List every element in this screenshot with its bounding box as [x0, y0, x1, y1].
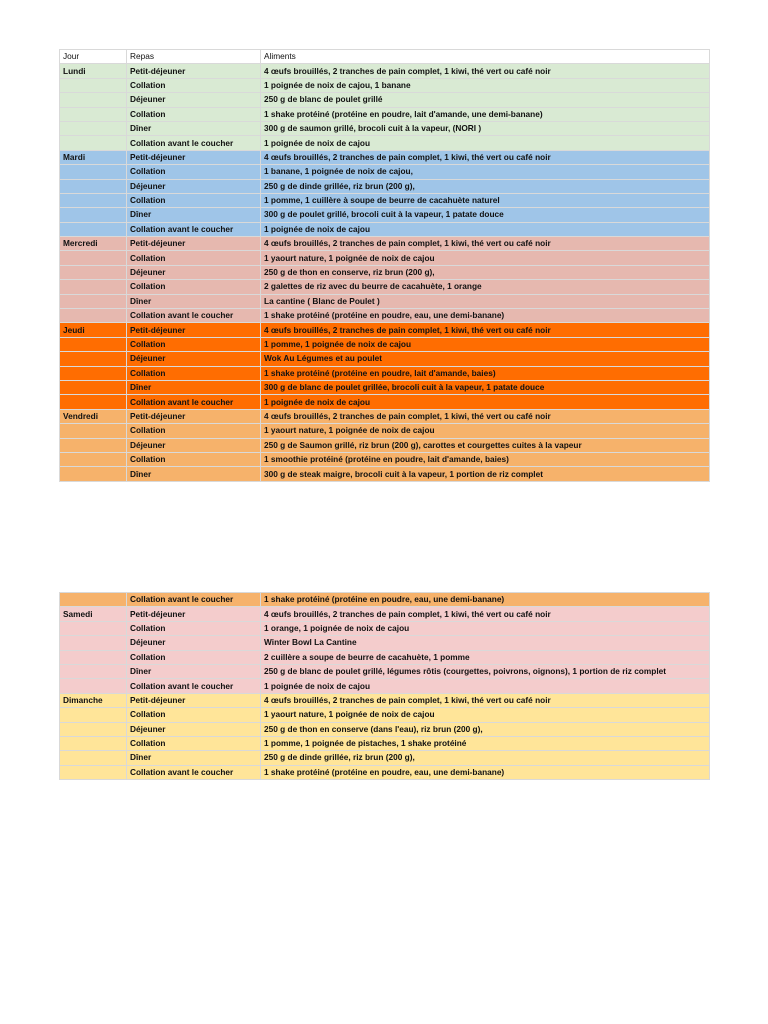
foods-cell: Winter Bowl La Cantine [261, 636, 710, 650]
day-cell [60, 395, 127, 409]
day-cell [60, 294, 127, 308]
foods-cell: 1 pomme, 1 cuillère à soupe de beurre de cacahuète naturel [261, 193, 710, 207]
foods-cell: 250 g de dinde grillée, riz brun (200 g), [261, 179, 710, 193]
meal-row [60, 438, 710, 452]
foods-cell: 4 œufs brouillés, 2 tranches de pain complet, 1 kiwi, thé vert ou café noir [261, 607, 710, 621]
meal-row [60, 395, 710, 409]
meal-type-cell: Déjeuner [127, 636, 261, 650]
meal-type-cell: Petit-déjeuner [127, 64, 261, 78]
day-cell [60, 751, 127, 765]
day-cell [60, 664, 127, 678]
day-cell [60, 251, 127, 265]
day-cell [60, 636, 127, 650]
day-cell [60, 722, 127, 736]
foods-cell: 1 poignée de noix de cajou [261, 679, 710, 693]
day-cell: Samedi [60, 607, 127, 621]
foods-cell: 1 yaourt nature, 1 poignée de noix de cajou [261, 251, 710, 265]
meal-row [60, 621, 710, 635]
day-cell [60, 309, 127, 323]
header-repas: Repas [127, 50, 261, 64]
foods-cell: 1 pomme, 1 poignée de pistaches, 1 shake protéiné [261, 736, 710, 750]
meal-type-cell: Collation [127, 165, 261, 179]
meal-type-cell: Déjeuner [127, 93, 261, 107]
day-cell [60, 593, 127, 607]
meal-row [60, 222, 710, 236]
meal-type-cell: Petit-déjeuner [127, 607, 261, 621]
meal-type-cell: Dîner [127, 121, 261, 135]
foods-cell: 4 œufs brouillés, 2 tranches de pain complet, 1 kiwi, thé vert ou café noir [261, 693, 710, 707]
meal-type-cell: Collation [127, 78, 261, 92]
meal-type-cell: Dîner [127, 208, 261, 222]
day-cell [60, 107, 127, 121]
day-cell: Jeudi [60, 323, 127, 337]
foods-cell: 1 poignée de noix de cajou [261, 395, 710, 409]
foods-cell: 250 g de thon en conserve, riz brun (200 g), [261, 265, 710, 279]
foods-cell: 1 pomme, 1 poignée de noix de cajou [261, 337, 710, 351]
meal-row [60, 452, 710, 466]
foods-cell: La cantine ( Blanc de Poulet ) [261, 294, 710, 308]
meal-type-cell: Collation [127, 107, 261, 121]
meal-row [60, 664, 710, 678]
meal-type-cell: Petit-déjeuner [127, 409, 261, 423]
day-cell: Lundi [60, 64, 127, 78]
meal-plan-body-2 [60, 593, 710, 780]
day-cell [60, 78, 127, 92]
day-cell [60, 438, 127, 452]
meal-row [60, 708, 710, 722]
meal-plan-body-1 [60, 50, 710, 482]
meal-type-cell: Petit-déjeuner [127, 150, 261, 164]
meal-type-cell: Collation [127, 251, 261, 265]
foods-cell: 1 yaourt nature, 1 poignée de noix de cajou [261, 424, 710, 438]
day-cell: Mercredi [60, 237, 127, 251]
foods-cell: 300 g de steak maigre, brocoli cuit à la vapeur, 1 portion de riz complet [261, 467, 710, 481]
foods-cell: 4 œufs brouillés, 2 tranches de pain complet, 1 kiwi, thé vert ou café noir [261, 150, 710, 164]
meal-row [60, 337, 710, 351]
day-cell [60, 650, 127, 664]
meal-row [60, 150, 710, 164]
day-cell [60, 136, 127, 150]
meal-row [60, 765, 710, 779]
meal-type-cell: Dîner [127, 294, 261, 308]
day-cell [60, 679, 127, 693]
meal-type-cell: Collation avant le coucher [127, 679, 261, 693]
meal-row [60, 309, 710, 323]
foods-cell: 1 shake protéiné (protéine en poudre, lait d'amande, baies) [261, 366, 710, 380]
meal-row [60, 280, 710, 294]
foods-cell: 1 poignée de noix de cajou [261, 222, 710, 236]
meal-type-cell: Collation avant le coucher [127, 222, 261, 236]
day-cell [60, 467, 127, 481]
day-cell [60, 380, 127, 394]
foods-cell: 250 g de blanc de poulet grillé [261, 93, 710, 107]
meal-type-cell: Dîner [127, 467, 261, 481]
foods-cell: 1 shake protéiné (protéine en poudre, eau, une demi-banane) [261, 593, 710, 607]
day-cell [60, 193, 127, 207]
day-cell [60, 424, 127, 438]
day-cell [60, 222, 127, 236]
meal-type-cell: Petit-déjeuner [127, 237, 261, 251]
foods-cell: 250 g de Saumon grillé, riz brun (200 g), carottes et courgettes cuites à la vapeur [261, 438, 710, 452]
day-cell [60, 621, 127, 635]
foods-cell: 1 yaourt nature, 1 poignée de noix de cajou [261, 708, 710, 722]
meal-row [60, 294, 710, 308]
meal-row [60, 736, 710, 750]
meal-type-cell: Collation avant le coucher [127, 765, 261, 779]
meal-row [60, 237, 710, 251]
foods-cell: 2 galettes de riz avec du beurre de cacahuète, 1 orange [261, 280, 710, 294]
day-cell [60, 337, 127, 351]
meal-row [60, 165, 710, 179]
meal-row [60, 193, 710, 207]
meal-type-cell: Déjeuner [127, 352, 261, 366]
meal-type-cell: Collation [127, 708, 261, 722]
meal-plan-table-2 [59, 592, 710, 780]
header-row [60, 50, 710, 64]
meal-type-cell: Dîner [127, 664, 261, 678]
day-cell [60, 765, 127, 779]
meal-type-cell: Collation avant le coucher [127, 395, 261, 409]
foods-cell: Wok Au Légumes et au poulet [261, 352, 710, 366]
meal-row [60, 693, 710, 707]
day-cell [60, 352, 127, 366]
meal-row [60, 751, 710, 765]
day-cell [60, 93, 127, 107]
meal-type-cell: Dîner [127, 751, 261, 765]
meal-type-cell: Déjeuner [127, 265, 261, 279]
meal-row [60, 78, 710, 92]
meal-type-cell: Collation [127, 366, 261, 380]
foods-cell: 2 cuillère a soupe de beurre de cacahuète, 1 pomme [261, 650, 710, 664]
foods-cell: 1 poignée de noix de cajou [261, 136, 710, 150]
meal-row [60, 352, 710, 366]
meal-type-cell: Collation avant le coucher [127, 136, 261, 150]
meal-row [60, 121, 710, 135]
day-cell [60, 736, 127, 750]
foods-cell: 250 g de thon en conserve (dans l'eau), riz brun (200 g), [261, 722, 710, 736]
day-cell [60, 366, 127, 380]
meal-row [60, 265, 710, 279]
day-cell [60, 179, 127, 193]
meal-type-cell: Collation avant le coucher [127, 309, 261, 323]
meal-row [60, 593, 710, 607]
foods-cell: 1 poignée de noix de cajou, 1 banane [261, 78, 710, 92]
foods-cell: 250 g de blanc de poulet grillé, légumes rôtis (courgettes, poivrons, oignons), 1 portion de riz complet [261, 664, 710, 678]
foods-cell: 4 œufs brouillés, 2 tranches de pain complet, 1 kiwi, thé vert ou café noir [261, 323, 710, 337]
day-cell [60, 165, 127, 179]
meal-row [60, 409, 710, 423]
meal-row [60, 380, 710, 394]
meal-row [60, 650, 710, 664]
meal-type-cell: Collation [127, 650, 261, 664]
meal-row [60, 179, 710, 193]
meal-type-cell: Dîner [127, 380, 261, 394]
meal-row [60, 722, 710, 736]
meal-row [60, 607, 710, 621]
meal-type-cell: Collation [127, 452, 261, 466]
meal-row [60, 93, 710, 107]
meal-type-cell: Collation [127, 280, 261, 294]
foods-cell: 1 shake protéiné (protéine en poudre, lait d'amande, une demi-banane) [261, 107, 710, 121]
day-cell [60, 280, 127, 294]
meal-type-cell: Déjeuner [127, 438, 261, 452]
meal-row [60, 679, 710, 693]
foods-cell: 300 g de blanc de poulet grillée, brocoli cuit à la vapeur, 1 patate douce [261, 380, 710, 394]
foods-cell: 4 œufs brouillés, 2 tranches de pain complet, 1 kiwi, thé vert ou café noir [261, 237, 710, 251]
foods-cell: 300 g de saumon grillé, brocoli cuit à la vapeur, (NORI ) [261, 121, 710, 135]
header-aliments: Aliments [261, 50, 710, 64]
meal-row [60, 107, 710, 121]
meal-type-cell: Déjeuner [127, 179, 261, 193]
meal-type-cell: Collation [127, 736, 261, 750]
foods-cell: 250 g de dinde grillée, riz brun (200 g), [261, 751, 710, 765]
day-cell: Dimanche [60, 693, 127, 707]
foods-cell: 4 œufs brouillés, 2 tranches de pain complet, 1 kiwi, thé vert ou café noir [261, 64, 710, 78]
foods-cell: 1 shake protéiné (protéine en poudre, eau, une demi-banane) [261, 309, 710, 323]
meal-type-cell: Petit-déjeuner [127, 323, 261, 337]
meal-row [60, 136, 710, 150]
foods-cell: 1 smoothie protéiné (protéine en poudre, lait d'amande, baies) [261, 452, 710, 466]
day-cell [60, 265, 127, 279]
meal-row [60, 208, 710, 222]
foods-cell: 1 banane, 1 poignée de noix de cajou, [261, 165, 710, 179]
meal-type-cell: Collation [127, 337, 261, 351]
meal-row [60, 323, 710, 337]
day-cell: Vendredi [60, 409, 127, 423]
foods-cell: 1 orange, 1 poignée de noix de cajou [261, 621, 710, 635]
foods-cell: 4 œufs brouillés, 2 tranches de pain complet, 1 kiwi, thé vert ou café noir [261, 409, 710, 423]
meal-row [60, 467, 710, 481]
foods-cell: 1 shake protéiné (protéine en poudre, eau, une demi-banane) [261, 765, 710, 779]
meal-type-cell: Collation [127, 193, 261, 207]
day-cell [60, 452, 127, 466]
meal-type-cell: Déjeuner [127, 722, 261, 736]
day-cell: Mardi [60, 150, 127, 164]
meal-type-cell: Petit-déjeuner [127, 693, 261, 707]
meal-plan-table-1 [59, 49, 710, 482]
meal-row [60, 64, 710, 78]
meal-row [60, 366, 710, 380]
meal-row [60, 424, 710, 438]
day-cell [60, 708, 127, 722]
header-jour: Jour [60, 50, 127, 64]
meal-type-cell: Collation avant le coucher [127, 593, 261, 607]
day-cell [60, 208, 127, 222]
day-cell [60, 121, 127, 135]
foods-cell: 300 g de poulet grillé, brocoli cuit à la vapeur, 1 patate douce [261, 208, 710, 222]
meal-row [60, 636, 710, 650]
meal-row [60, 251, 710, 265]
meal-type-cell: Collation [127, 424, 261, 438]
meal-type-cell: Collation [127, 621, 261, 635]
